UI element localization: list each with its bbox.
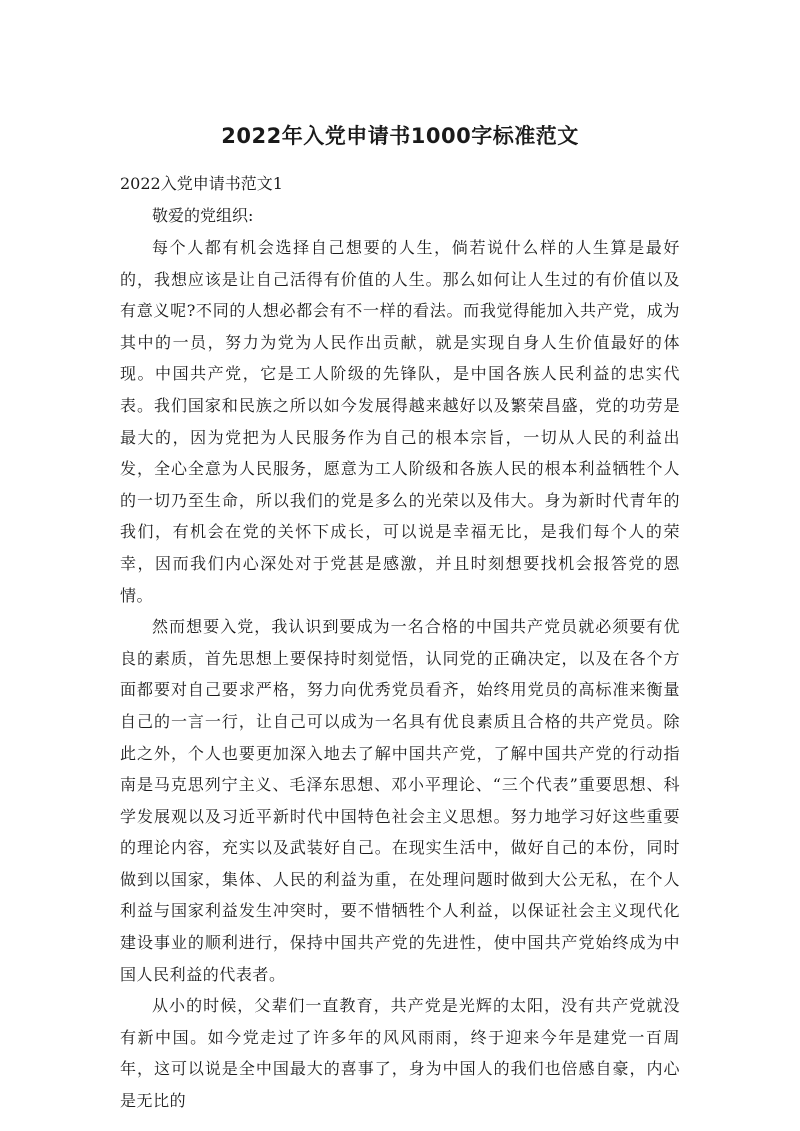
body-paragraph: 然而想要入党，我认识到要成为一名合格的中国共产党员就必须要有优良的素质，首先思想上要保持时刻觉悟，认同党的正确决定，以及在各个方面都要对自己要求严格，努力向优秀党员看齐，始终用党员的高标准来衡量自己的一言一行，让自己可以成为一名具有优良素质且合格的共产党员。除此之外，个人也要更加深入地去了解中国共产党，了解中国共产党的行动指南是马克思列宁主义、毛泽东思想、邓小平理论、“三个代表”重要思想、科学发展观以及习近平新时代中国特色社会主义思想。努力地学习好这些重要的理论内容，充实以及武装好自己。在现实生活中，做好自己的本份，同时做到以国家，集体、人民的利益为重，在处理问题时做到大公无私，在个人利益与国家利益发生冲突时，要不惜牺牲个人利益，以保证社会主义现代化建设事业的顺利进行，保持中国共产党的先进性，使中国共产党始终成为中国人民利益的代表者。 (120, 617, 680, 984)
body-paragraph: 从小的时候，父辈们一直教育，共产党是光辉的太阳，没有共产党就没有新中国。如今党走过了许多年的风风雨雨，终于迎来今年是建党一百周年，这可以说是全中国最大的喜事了，身为中国人的我们也倍感自豪，内心是无比的 (120, 996, 680, 1111)
document-subtitle: 2022入党申请书范文1 (120, 174, 283, 193)
document-title: 2022年入党申请书1000字标准范文 (221, 124, 579, 148)
body-paragraph: 每个人都有机会选择自己想要的人生，倘若说什么样的人生算是最好的，我想应该是让自己活得有价值的人生。那么如何让人生过的有价值以及有意义呢?不同的人想必都会有不一样的看法。而我觉得能加入共产党，成为其中的一员，努力为党为人民作出贡献，就是实现自身人生价值最好的体现。中国共产党，它是工人阶级的先锋队，是中国各族人民利益的忠实代表。我们国家和民族之所以如今发展得越来越好以及繁荣昌盛，党的功劳是最大的，因为党把为人民服务作为自己的根本宗旨，一切从人民的利益出发，全心全意为人民服务，愿意为工人阶级和各族人民的根本利益牺牲个人的一切乃至生命，所以我们的党是多么的光荣以及伟大。身为新时代青年的我们，有机会在党的关怀下成长，可以说是幸福无比，是我们每个人的荣幸，因而我们内心深处对于党甚是感激，并且时刻想要找机会报答党的恩情。 (120, 238, 680, 605)
salutation: 敬爱的党组织: (152, 206, 254, 225)
